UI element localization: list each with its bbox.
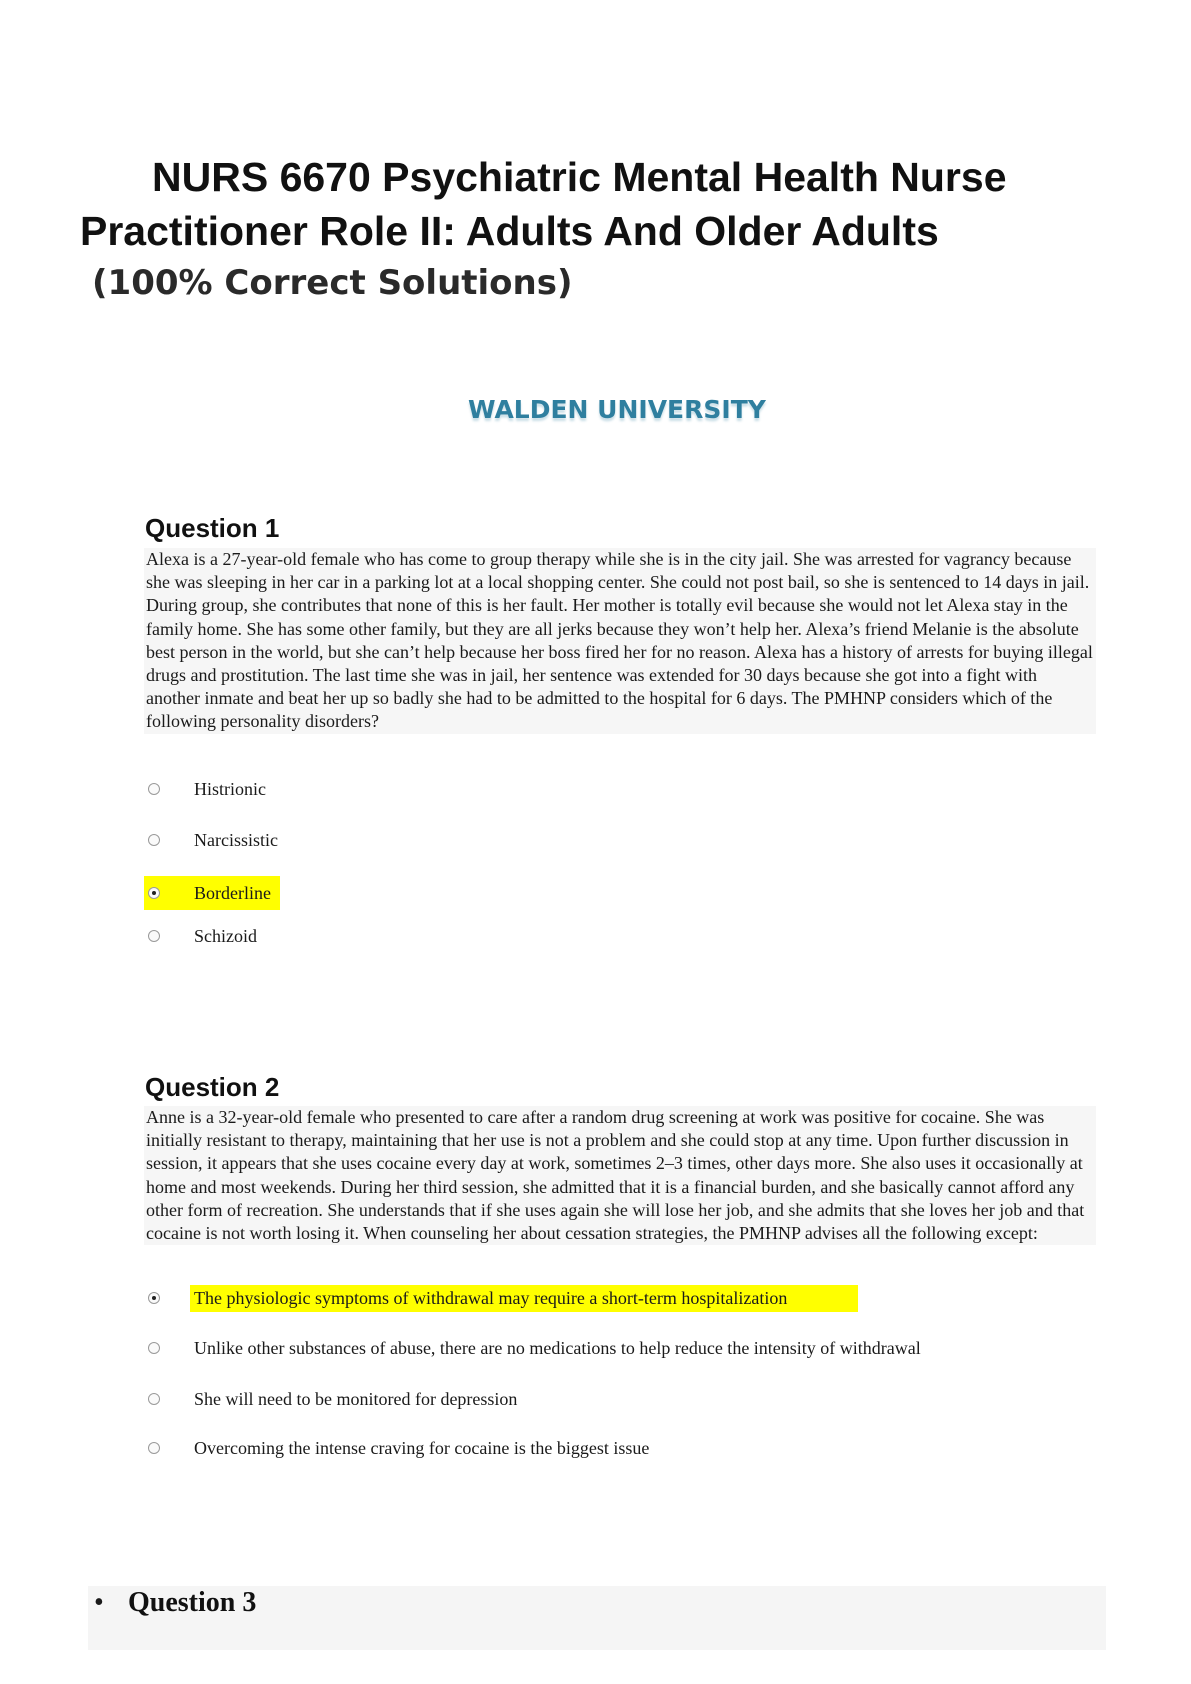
question-1-option-2[interactable] bbox=[148, 827, 278, 853]
option-label: Schizoid bbox=[194, 926, 257, 946]
radio-unchecked-icon[interactable] bbox=[148, 1442, 160, 1454]
question-2-option-4[interactable] bbox=[148, 1435, 650, 1461]
bullet-icon: • bbox=[94, 1587, 104, 1618]
document-title-line-2: Practitioner Role II: Adults And Older Adults bbox=[80, 208, 939, 254]
question-2-option-3[interactable] bbox=[148, 1386, 518, 1412]
radio-unchecked-icon[interactable] bbox=[148, 1393, 160, 1405]
radio-unchecked-icon[interactable] bbox=[148, 834, 160, 846]
option-label: Unlike other substances of abuse, there are no medications to help reduce the intensity of withdrawal bbox=[194, 1338, 921, 1358]
question-3-heading: Question 3 bbox=[128, 1587, 257, 1618]
option-label: The physiologic symptoms of withdrawal may require a short-term hospitalization bbox=[194, 1288, 788, 1308]
option-label: Histrionic bbox=[194, 779, 266, 799]
question-1-option-1[interactable] bbox=[148, 776, 266, 802]
radio-unchecked-icon[interactable] bbox=[148, 783, 160, 795]
question-1-heading: Question 1 bbox=[145, 513, 280, 543]
radio-checked-icon[interactable] bbox=[148, 887, 160, 899]
option-label: She will need to be monitored for depression bbox=[194, 1389, 518, 1409]
option-label: Narcissistic bbox=[194, 830, 278, 850]
document-title-line-1: NURS 6670 Psychiatric Mental Health Nurse bbox=[152, 154, 1007, 200]
question-2-option-1[interactable] bbox=[148, 1285, 788, 1311]
option-label: Overcoming the intense craving for cocaine is the biggest issue bbox=[194, 1438, 650, 1458]
question-1-option-4[interactable] bbox=[148, 923, 257, 949]
question-2-text: Anne is a 32-year-old female who presented to care after a random drug screening at work was positive for cocaine. She was initially resistant to therapy, maintaining that her use is not a problem and she could stop at any time. Upon further discussion in session, it appears that she uses cocaine every day at work, sometimes 2–3 times, other days more. She also uses it occasionally at home and most weekends. During her third session, she admitted that it is a financial burden, and she basically cannot afford any other form of recreation. She understands that if she uses again she will lose her job, and she admits that she loves her job and that cocaine is not worth losing it. When counseling her about cessation strategies, the PMHNP advises all the following except: bbox=[144, 1106, 1096, 1245]
document-subtitle: (100% Correct Solutions) bbox=[92, 263, 573, 303]
radio-unchecked-icon[interactable] bbox=[148, 1342, 160, 1354]
question-1-text: Alexa is a 27-year-old female who has come to group therapy while she is in the city jail. She was arrested for vagrancy because she was sleeping in her car in a parking lot at a local shopping center. She could not post bail, so she is sentenced to 14 days in jail. During group, she contributes that none of this is her fault. Her mother is totally evil because she would not let Alexa stay in the family home. She has some other family, but they are all jerks because they won’t help her. Alexa’s friend Melanie is the absolute best person in the world, but she can’t help because her boss fired her for no reason. Alexa has a history of arrests for buying illegal drugs and prostitution. The last time she was in jail, her sentence was extended for 30 days because she got into a fight with another inmate and beat her up so badly she had to be admitted to the hospital for 6 days. The PMHNP considers which of the following personality disorders? bbox=[144, 548, 1096, 734]
question-1-option-3[interactable] bbox=[148, 880, 271, 906]
radio-checked-icon[interactable] bbox=[148, 1292, 160, 1304]
question-2-heading: Question 2 bbox=[145, 1072, 280, 1102]
option-label: Borderline bbox=[194, 883, 271, 903]
radio-unchecked-icon[interactable] bbox=[148, 930, 160, 942]
university-logo-text: WALDEN UNIVERSITY bbox=[468, 395, 766, 424]
question-2-option-2[interactable] bbox=[148, 1335, 921, 1361]
